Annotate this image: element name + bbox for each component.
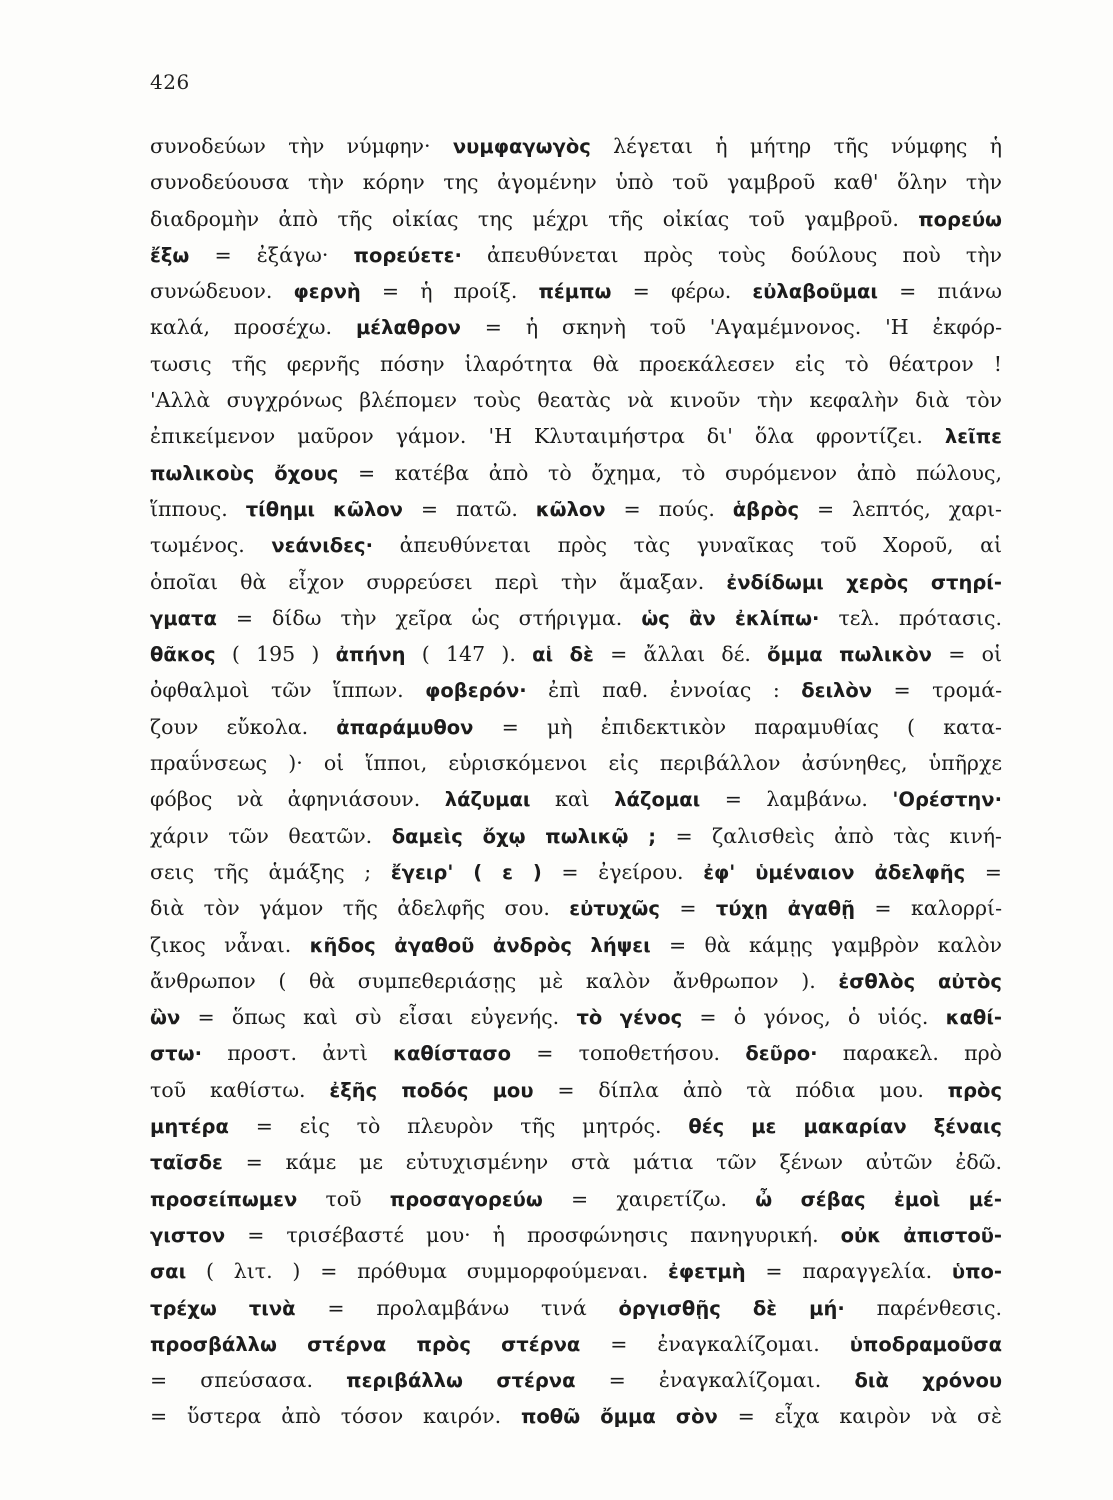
- page-number: 426: [150, 70, 190, 94]
- glossed-term: ἔγειρ' ( ε ): [390, 860, 542, 884]
- glossed-term: μητέρα: [150, 1115, 229, 1139]
- glossed-term: γματα: [150, 606, 217, 630]
- gloss-text: = κάμε με εὐτυχισμένην στὰ μάτια τῶν ξένων αὐτῶν ἐδῶ.: [222, 1150, 1002, 1175]
- text-line: [150, 709, 1002, 745]
- gloss-text: = ὁ γόνος, ὁ υἱός.: [682, 1005, 946, 1030]
- gloss-text: = μὴ ἐπιδεκτικὸν παραμυθίας ( κατα-: [473, 714, 1002, 739]
- glossed-term: λάζυμαι: [444, 788, 531, 812]
- glossed-term: ὡς ἂν ἐκλίπω·: [641, 606, 820, 630]
- gloss-text: = λεπτός, χαρι-: [799, 496, 1002, 521]
- text-line: [150, 781, 1002, 817]
- gloss-text: καὶ: [530, 787, 615, 812]
- glossed-term: 'Ορέστην·: [892, 788, 1002, 812]
- gloss-text: λέγεται ἡ μήτηρ τῆς νύμφης ἡ: [590, 134, 1002, 158]
- glossed-term: δεῦρο·: [745, 1042, 818, 1066]
- gloss-text: σεις τῆς ἁμάξης ;: [150, 859, 391, 884]
- gloss-text: ζικος νἆναι.: [150, 932, 310, 957]
- gloss-text: ἀπευθύνεται πρὸς τοὺς δούλους ποὺ τὴν: [461, 242, 1002, 267]
- gloss-text: ἄνθρωπον ( θὰ συμπεθεριάσῃς μὲ καλὸν ἄνθρωπον ).: [150, 968, 839, 993]
- glossed-term: ἐνδίδωμι χερὸς στηρί-: [726, 570, 1002, 594]
- gloss-text: = πούς.: [605, 496, 733, 521]
- gloss-text: τωσις τῆς φερνῆς πόσην ἱλαρότητα θὰ προεκάλεσεν εἰς τὸ θέατρον !: [150, 351, 1002, 376]
- glossed-term: ὦ σέβας ἐμοὶ μέ-: [755, 1187, 1002, 1211]
- glossed-term: ὑποδραμοῦσα: [849, 1332, 1002, 1356]
- glossed-term: λεῖπε: [944, 425, 1002, 449]
- gloss-text: = σπεύσασα.: [150, 1368, 347, 1393]
- gloss-text: συνοδεύων τὴν νύμφην·: [150, 134, 453, 158]
- gloss-text: = ἡ προίξ.: [360, 279, 539, 304]
- gloss-text: παρακελ. πρὸ: [817, 1041, 1002, 1066]
- glossed-term: καθί-: [945, 1006, 1002, 1030]
- glossed-term: ὢν: [150, 1006, 181, 1030]
- gloss-text: = ἐγείρου.: [541, 859, 704, 884]
- gloss-text: = εἰς τὸ πλευρὸν τῆς μητρός.: [228, 1114, 689, 1139]
- glossed-term: ἔξω: [150, 243, 190, 267]
- glossed-term: πέμπω: [538, 280, 612, 304]
- text-line: [150, 745, 1002, 781]
- text-line: [150, 1362, 1002, 1398]
- text-line: [150, 1181, 1002, 1217]
- glossed-term: ἐφετμὴ: [668, 1260, 746, 1284]
- gloss-text: διὰ τὸν γάμον τῆς ἀδελφῆς σου.: [150, 896, 570, 921]
- text-line: [150, 1290, 1002, 1326]
- gloss-text: =: [965, 859, 1002, 884]
- gloss-text: = δίδω τὴν χεῖρα ὡς στήριγμα.: [216, 605, 642, 630]
- commentary-text: [150, 128, 1002, 1435]
- gloss-text: = ὅπως καὶ σὺ εἶσαι εὐγενής.: [180, 1005, 577, 1030]
- glossed-term: ἁβρὸς: [732, 497, 800, 521]
- glossed-term: πωλικοὺς ὄχους: [150, 461, 339, 485]
- glossed-term: ὑπο-: [951, 1260, 1002, 1284]
- gloss-text: = προλαμβάνω τινά: [295, 1295, 619, 1320]
- glossed-term: στω·: [150, 1042, 202, 1066]
- glossed-term: νεάνιδες·: [271, 534, 374, 558]
- glossed-term: κῶλον: [535, 497, 606, 521]
- glossed-term: εὐτυχῶς: [569, 897, 660, 921]
- glossed-term: τύχῃ ἀγαθῇ: [715, 897, 855, 921]
- text-line: [150, 201, 1002, 237]
- gloss-text: ἐπὶ παθ. ἐννοίας :: [526, 678, 802, 703]
- gloss-text: 'Αλλὰ συγχρόνως βλέπομεν τοὺς θεατὰς νὰ κινοῦν τὴν κεφαλὴν διὰ τὸν: [150, 388, 1002, 413]
- glossed-term: διὰ χρόνου: [854, 1369, 1002, 1393]
- text-line: [150, 1253, 1002, 1289]
- text-line: [150, 818, 1002, 854]
- gloss-text: = ἐναγκαλίζομαι.: [580, 1331, 850, 1356]
- gloss-text: = δίπλα ἀπὸ τὰ πόδια μου.: [533, 1077, 948, 1102]
- glossed-term: δειλὸν: [801, 679, 873, 703]
- glossed-term: προσβάλλω στέρνα πρὸς στέρνα: [150, 1332, 581, 1356]
- gloss-text: = οἱ: [931, 642, 1002, 667]
- glossed-term: τίθημι κῶλον: [245, 497, 403, 521]
- text-line: [150, 164, 1002, 200]
- gloss-text: παρένθεσις.: [844, 1295, 1002, 1320]
- gloss-text: τωμένος.: [150, 533, 272, 558]
- gloss-text: συνοδεύουσα τὴν κόρην της ἀγομένην ὑπὸ τοῦ γαμβροῦ καθ' ὅλην τὴν: [150, 170, 1002, 195]
- glossed-term: ἀπαράμυθον: [336, 715, 474, 739]
- gloss-text: καλά, προσέχω.: [150, 315, 356, 340]
- text-line: [150, 890, 1002, 926]
- gloss-text: ( λιτ. ) = πρόθυμα συμμορφούμεναι.: [186, 1259, 669, 1284]
- glossed-term: περιβάλλω στέρνα: [346, 1369, 576, 1393]
- glossed-term: φερνὴ: [293, 280, 361, 304]
- gloss-text: ἐπικείμενον μαῦρον γάμον. 'Η Κλυταιμήστρα δι' ὅλα φροντίζει.: [150, 424, 945, 449]
- gloss-text: ζουν εὔκολα.: [150, 714, 337, 739]
- text-line: [150, 455, 1002, 491]
- gloss-text: ἀπευθύνεται πρὸς τὰς γυναῖκας τοῦ Χοροῦ, αἱ: [373, 533, 1002, 558]
- text-line: [150, 1217, 1002, 1253]
- gloss-text: τοῦ καθίστω.: [150, 1077, 330, 1102]
- gloss-text: =: [659, 896, 716, 921]
- glossed-term: λάζομαι: [614, 788, 701, 812]
- text-line: [150, 346, 1002, 382]
- gloss-text: ἵππους.: [150, 496, 246, 521]
- text-line: [150, 527, 1002, 563]
- gloss-text: = χαιρετίζω.: [542, 1186, 756, 1211]
- glossed-term: οὐκ ἀπιστοῦ-: [840, 1223, 1002, 1247]
- gloss-text: χάριν τῶν θεατῶν.: [150, 823, 392, 848]
- gloss-text: = ἐναγκαλίζομαι.: [575, 1368, 855, 1393]
- gloss-text: = ὕστερα ἀπὸ τόσον καιρόν.: [150, 1404, 521, 1429]
- glossed-term: εὐλαβοῦμαι: [752, 280, 878, 304]
- gloss-text: συνώδευον.: [150, 279, 294, 304]
- glossed-term: ἀπήνη: [335, 643, 406, 667]
- glossed-term: τρέχω τινὰ: [150, 1296, 296, 1320]
- text-line: [150, 927, 1002, 963]
- text-line: [150, 636, 1002, 672]
- glossed-term: ἐφ' ὑμέναιον ἀδελφῆς: [703, 860, 966, 884]
- glossed-term: προσείπωμεν: [150, 1187, 298, 1211]
- gloss-text: πραΰνσεως )· οἱ ἵπποι, εὑρισκόμενοι εἰς περιβάλλον ἀσύνηθες, ὑπῆρχε: [150, 751, 1002, 776]
- text-line: [150, 999, 1002, 1035]
- glossed-term: αἱ δὲ: [532, 643, 594, 667]
- glossed-term: πορεύετε·: [353, 243, 462, 267]
- glossed-term: ποθῶ ὄμμα σὸν: [520, 1405, 718, 1429]
- gloss-text: = τοποθετήσου.: [511, 1041, 746, 1066]
- gloss-text: = θὰ κάμῃς γαμβρὸν καλὸν: [650, 932, 1002, 957]
- gloss-text: ( 147 ).: [405, 642, 533, 667]
- text-line: [150, 1144, 1002, 1180]
- gloss-text: = εἶχα καιρὸν νὰ σὲ: [717, 1404, 1002, 1429]
- gloss-text: τοῦ: [297, 1186, 390, 1211]
- glossed-term: φοβερόν·: [425, 679, 527, 703]
- gloss-text: τελ. πρότασις.: [819, 605, 1002, 630]
- text-line: [150, 963, 1002, 999]
- glossed-term: ἐσθλὸς αὐτὸς: [838, 969, 1002, 993]
- glossed-term: ὀργισθῇς δὲ μή·: [618, 1296, 845, 1320]
- glossed-term: ταῖσδε: [150, 1151, 223, 1175]
- text-line: [150, 273, 1002, 309]
- text-line: [150, 1072, 1002, 1108]
- text-line: [150, 382, 1002, 418]
- text-line: [150, 1326, 1002, 1362]
- text-line: [150, 1108, 1002, 1144]
- gloss-text: = ἄλλαι δέ.: [593, 642, 768, 667]
- glossed-term: πορεύω: [918, 207, 1002, 231]
- text-line: [150, 1398, 1002, 1434]
- gloss-text: διαδρομὴν ἀπὸ τῆς οἰκίας της μέχρι τῆς οἰκίας τοῦ γαμβροῦ.: [150, 206, 919, 231]
- text-line: [150, 672, 1002, 708]
- gloss-text: = ἐξάγω·: [189, 242, 354, 267]
- glossed-term: γιστον: [150, 1223, 226, 1247]
- glossed-term: προσαγορεύω: [389, 1187, 543, 1211]
- text-line: [150, 854, 1002, 890]
- gloss-text: = τρισέβαστέ μου· ἡ προσφώνησις πανηγυρική.: [225, 1222, 841, 1247]
- glossed-term: ὄμμα πωλικὸν: [767, 643, 932, 667]
- glossed-term: θές με μακαρίαν ξέναις: [688, 1115, 1002, 1139]
- text-line: [150, 491, 1002, 527]
- glossed-term: θᾶκος: [150, 643, 216, 667]
- text-line: [150, 564, 1002, 600]
- gloss-text: = ἡ σκηνὴ τοῦ 'Αγαμέμνονος. 'Η ἐκφόρ-: [460, 315, 1002, 340]
- text-line: [150, 128, 1002, 164]
- glossed-term: μέλαθρον: [355, 316, 461, 340]
- gloss-text: προστ. ἀντὶ: [202, 1041, 394, 1066]
- gloss-text: = καλορρί-: [855, 896, 1002, 921]
- glossed-term: νυμφαγωγὸς: [452, 135, 591, 158]
- gloss-text: ὀφθαλμοὶ τῶν ἵππων.: [150, 678, 426, 703]
- gloss-text: ὁποῖαι θὰ εἶχον συρρεύσει περὶ τὴν ἅμαξαν.: [150, 569, 727, 594]
- glossed-term: κῆδος ἀγαθοῦ ἀνδρὸς λήψει: [309, 933, 651, 957]
- gloss-text: = τρομά-: [872, 678, 1002, 703]
- gloss-text: = παραγγελία.: [745, 1259, 952, 1284]
- gloss-text: = πατῶ.: [402, 496, 536, 521]
- glossed-term: καθίστασο: [393, 1042, 511, 1066]
- gloss-text: φόβος νὰ ἀφηνιάσουν.: [150, 787, 445, 812]
- text-line: [150, 237, 1002, 273]
- text-line: [150, 600, 1002, 636]
- gloss-text: = ζαλισθεὶς ἀπὸ τὰς κινή-: [656, 823, 1002, 848]
- glossed-term: σαι: [150, 1260, 187, 1284]
- gloss-text: = πιάνω: [878, 279, 1002, 304]
- text-line: [150, 418, 1002, 454]
- glossed-term: πρὸς: [947, 1078, 1002, 1102]
- gloss-text: = λαμβάνω.: [700, 787, 893, 812]
- text-line: [150, 309, 1002, 345]
- gloss-text: ( 195 ): [215, 642, 336, 667]
- gloss-text: = κατέβα ἀπὸ τὸ ὄχημα, τὸ συρόμενον ἀπὸ πώλους,: [338, 460, 1002, 485]
- text-line: [150, 1035, 1002, 1071]
- glossed-term: ἐξῆς ποδός μου: [329, 1078, 534, 1102]
- glossed-term: δαμεὶς ὄχῳ πωλικῷ ;: [391, 824, 656, 848]
- gloss-text: = φέρω.: [611, 279, 753, 304]
- glossed-term: τὸ γένος: [576, 1006, 683, 1030]
